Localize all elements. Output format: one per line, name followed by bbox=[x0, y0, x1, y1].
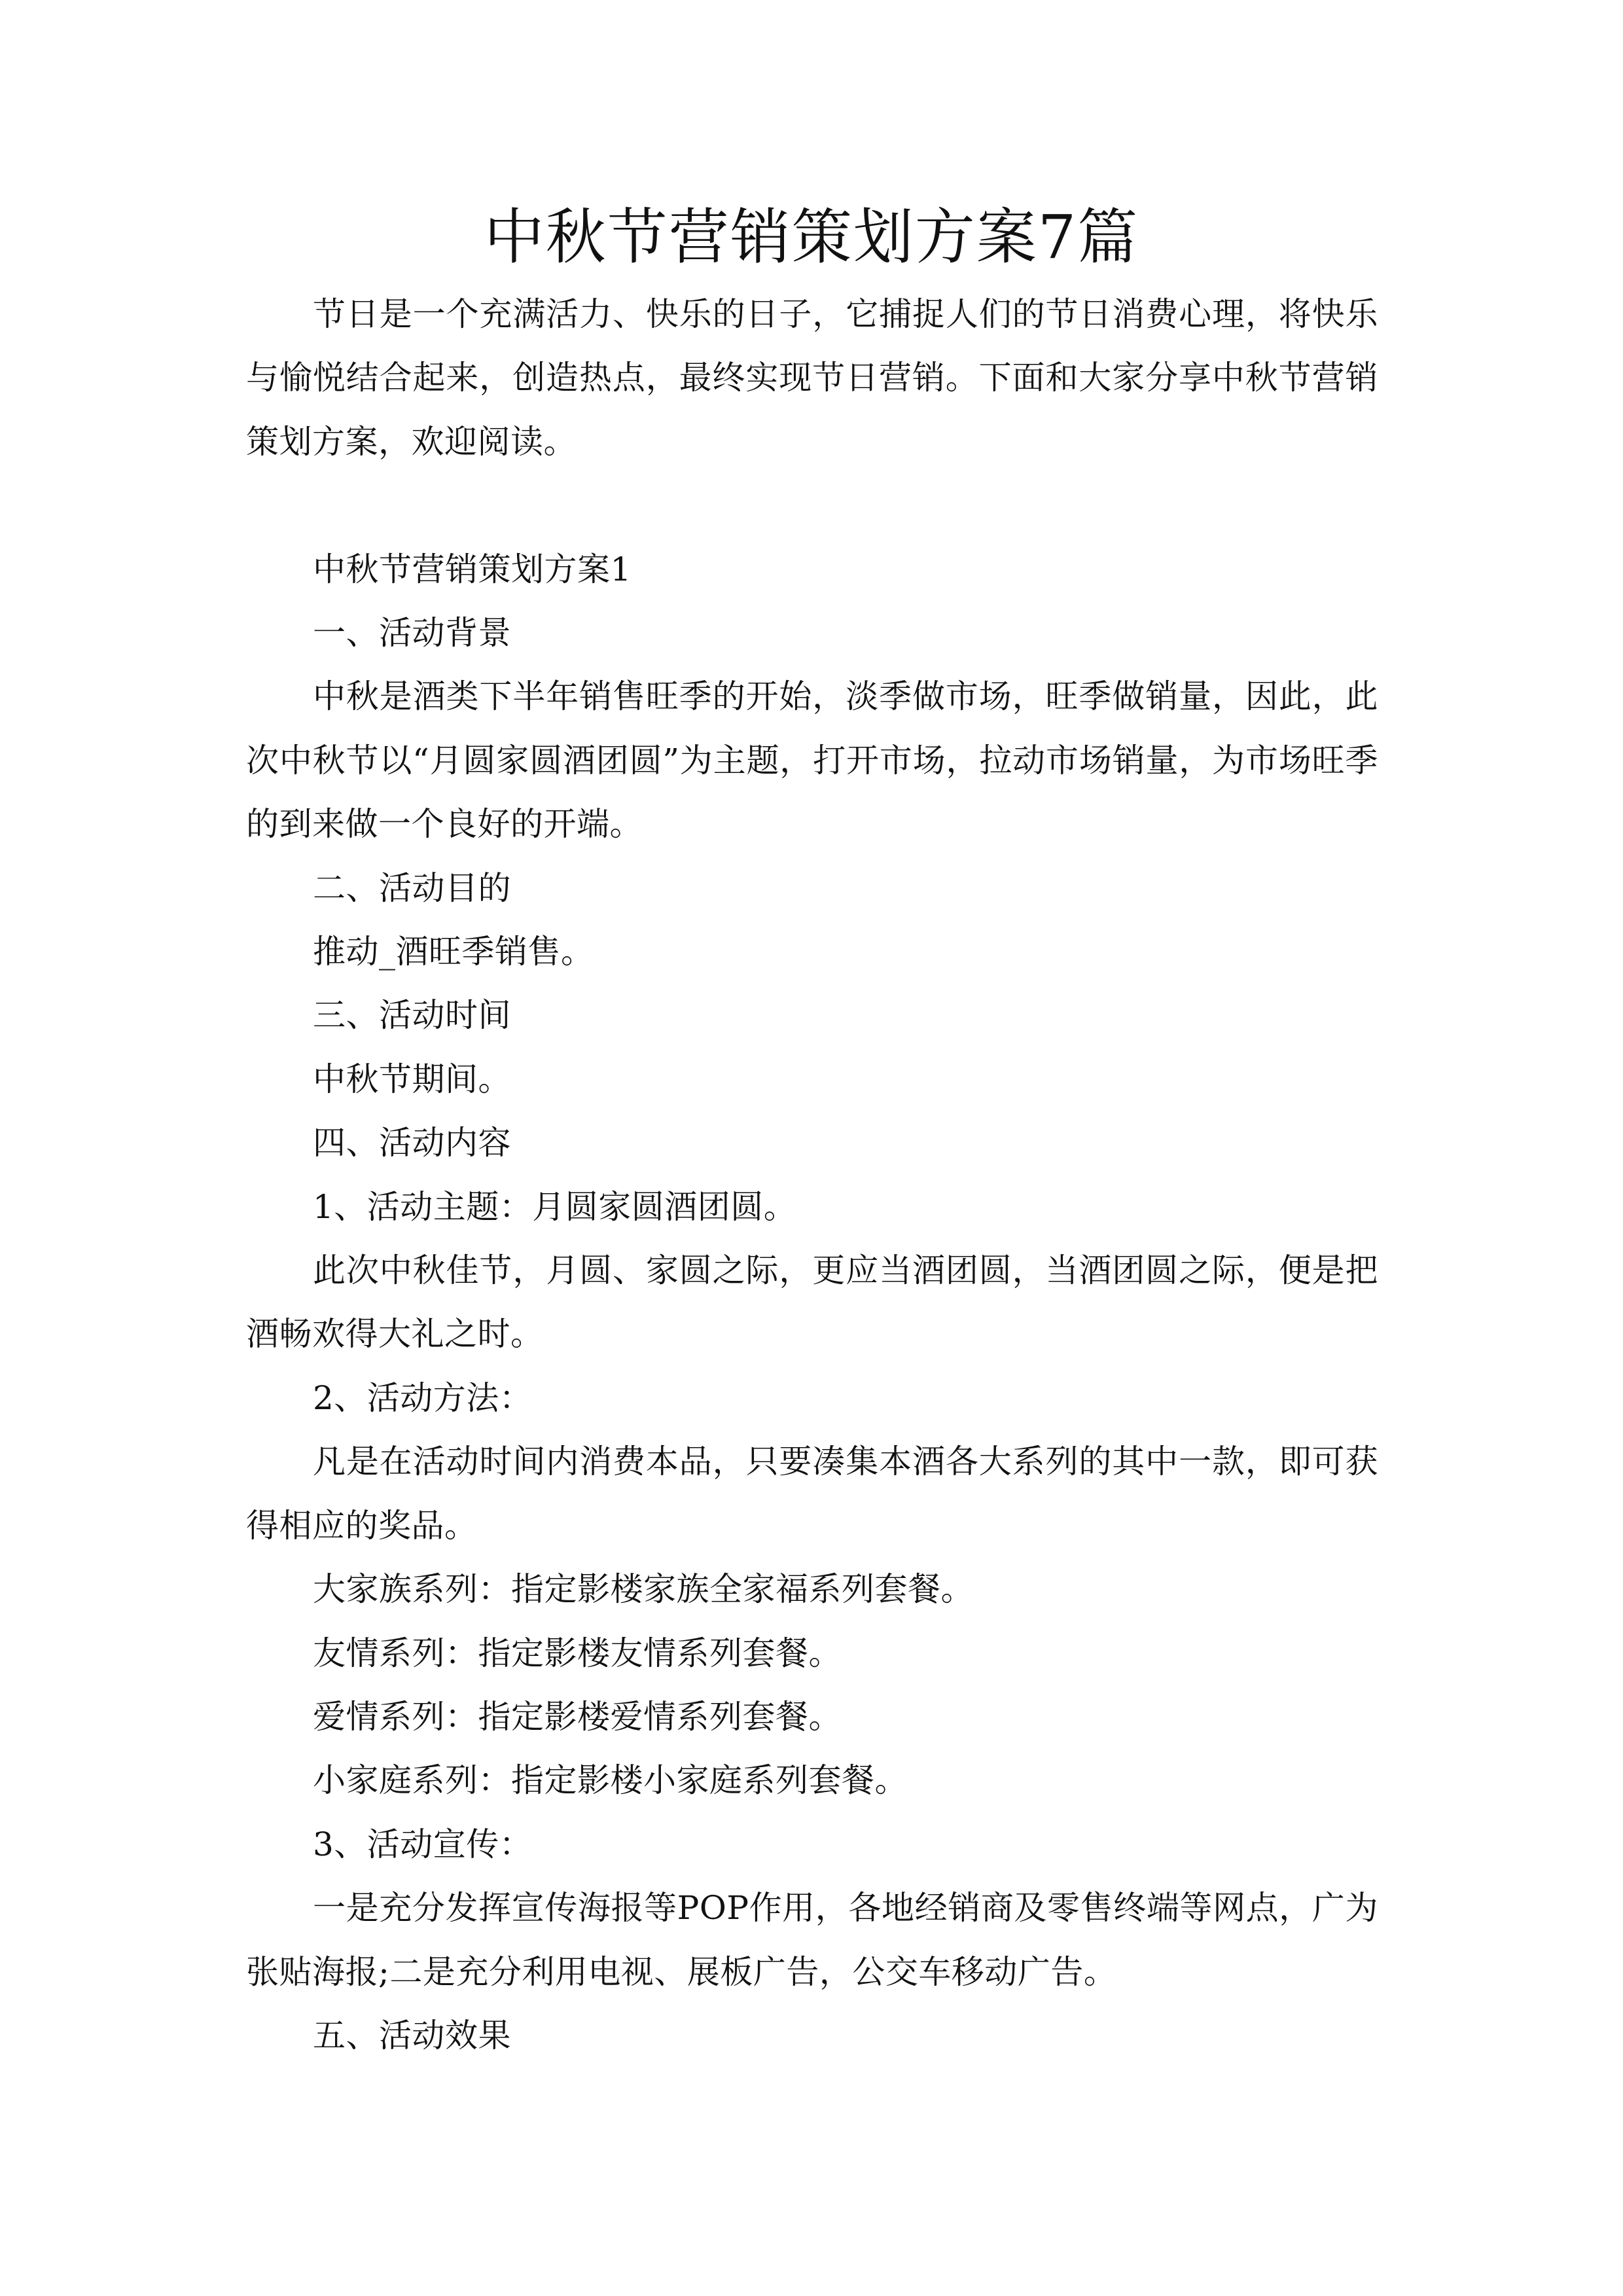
heading-background: 一、活动背景 bbox=[313, 614, 511, 653]
heading-effect: 五、活动效果 bbox=[313, 2016, 511, 2054]
body-paragraph: 中秋节期间。 bbox=[313, 1060, 511, 1098]
heading-purpose: 二、活动目的 bbox=[313, 869, 511, 907]
list-item: 爱情系列：指定影楼爱情系列套餐。 bbox=[313, 1697, 842, 1736]
document-body bbox=[246, 283, 1378, 2068]
body-paragraph: 凡是在活动时间内消费本品，只要凑集本酒各大系列的其中一款，即可获得相应的奖品。 bbox=[246, 1443, 1378, 1545]
document-title: 中秋节营销策划方案7篇 bbox=[484, 202, 1139, 272]
subheading-theme: 1、活动主题：月圆家圆酒团圆。 bbox=[313, 1187, 797, 1226]
intro-paragraph: 节日是一个充满活力、快乐的日子，它捕捉人们的节日消费心理，将快乐与愉悦结合起来，创造热点，最终实现节日营销。下面和大家分享中秋节营销策划方案，欢迎阅读。 bbox=[246, 295, 1378, 461]
body-paragraph: 推动_酒旺季销售。 bbox=[313, 933, 594, 971]
list-item: 大家族系列：指定影楼家族全家福系列套餐。 bbox=[313, 1570, 974, 1609]
blank-line bbox=[246, 474, 1378, 537]
body-paragraph: 中秋是酒类下半年销售旺季的开始，淡季做市场，旺季做销量，因此，此次中秋节以“月圆家圆酒团圆”为主题，打开市场，拉动市场销量，为市场旺季的到来做一个良好的开端。 bbox=[246, 677, 1378, 844]
subheading-promotion: 3、活动宣传： bbox=[313, 1825, 533, 1863]
heading-time: 三、活动时间 bbox=[313, 996, 511, 1035]
list-item: 友情系列：指定影楼友情系列套餐。 bbox=[313, 1634, 842, 1672]
list-item: 小家庭系列：指定影楼小家庭系列套餐。 bbox=[313, 1761, 908, 1800]
heading-content: 四、活动内容 bbox=[313, 1124, 511, 1162]
body-paragraph: 一是充分发挥宣传海报等POP作用，各地经销商及零售终端等网点，广为张贴海报;二是充分利用电视、展板广告，公交车移动广告。 bbox=[246, 1889, 1378, 1991]
subheading-method: 2、活动方法： bbox=[313, 1378, 533, 1417]
body-paragraph: 此次中秋佳节，月圆、家圆之际，更应当酒团圆，当酒团圆之际，便是把酒畅欢得大礼之时。 bbox=[246, 1251, 1378, 1354]
section-heading: 中秋节营销策划方案1 bbox=[313, 550, 632, 588]
